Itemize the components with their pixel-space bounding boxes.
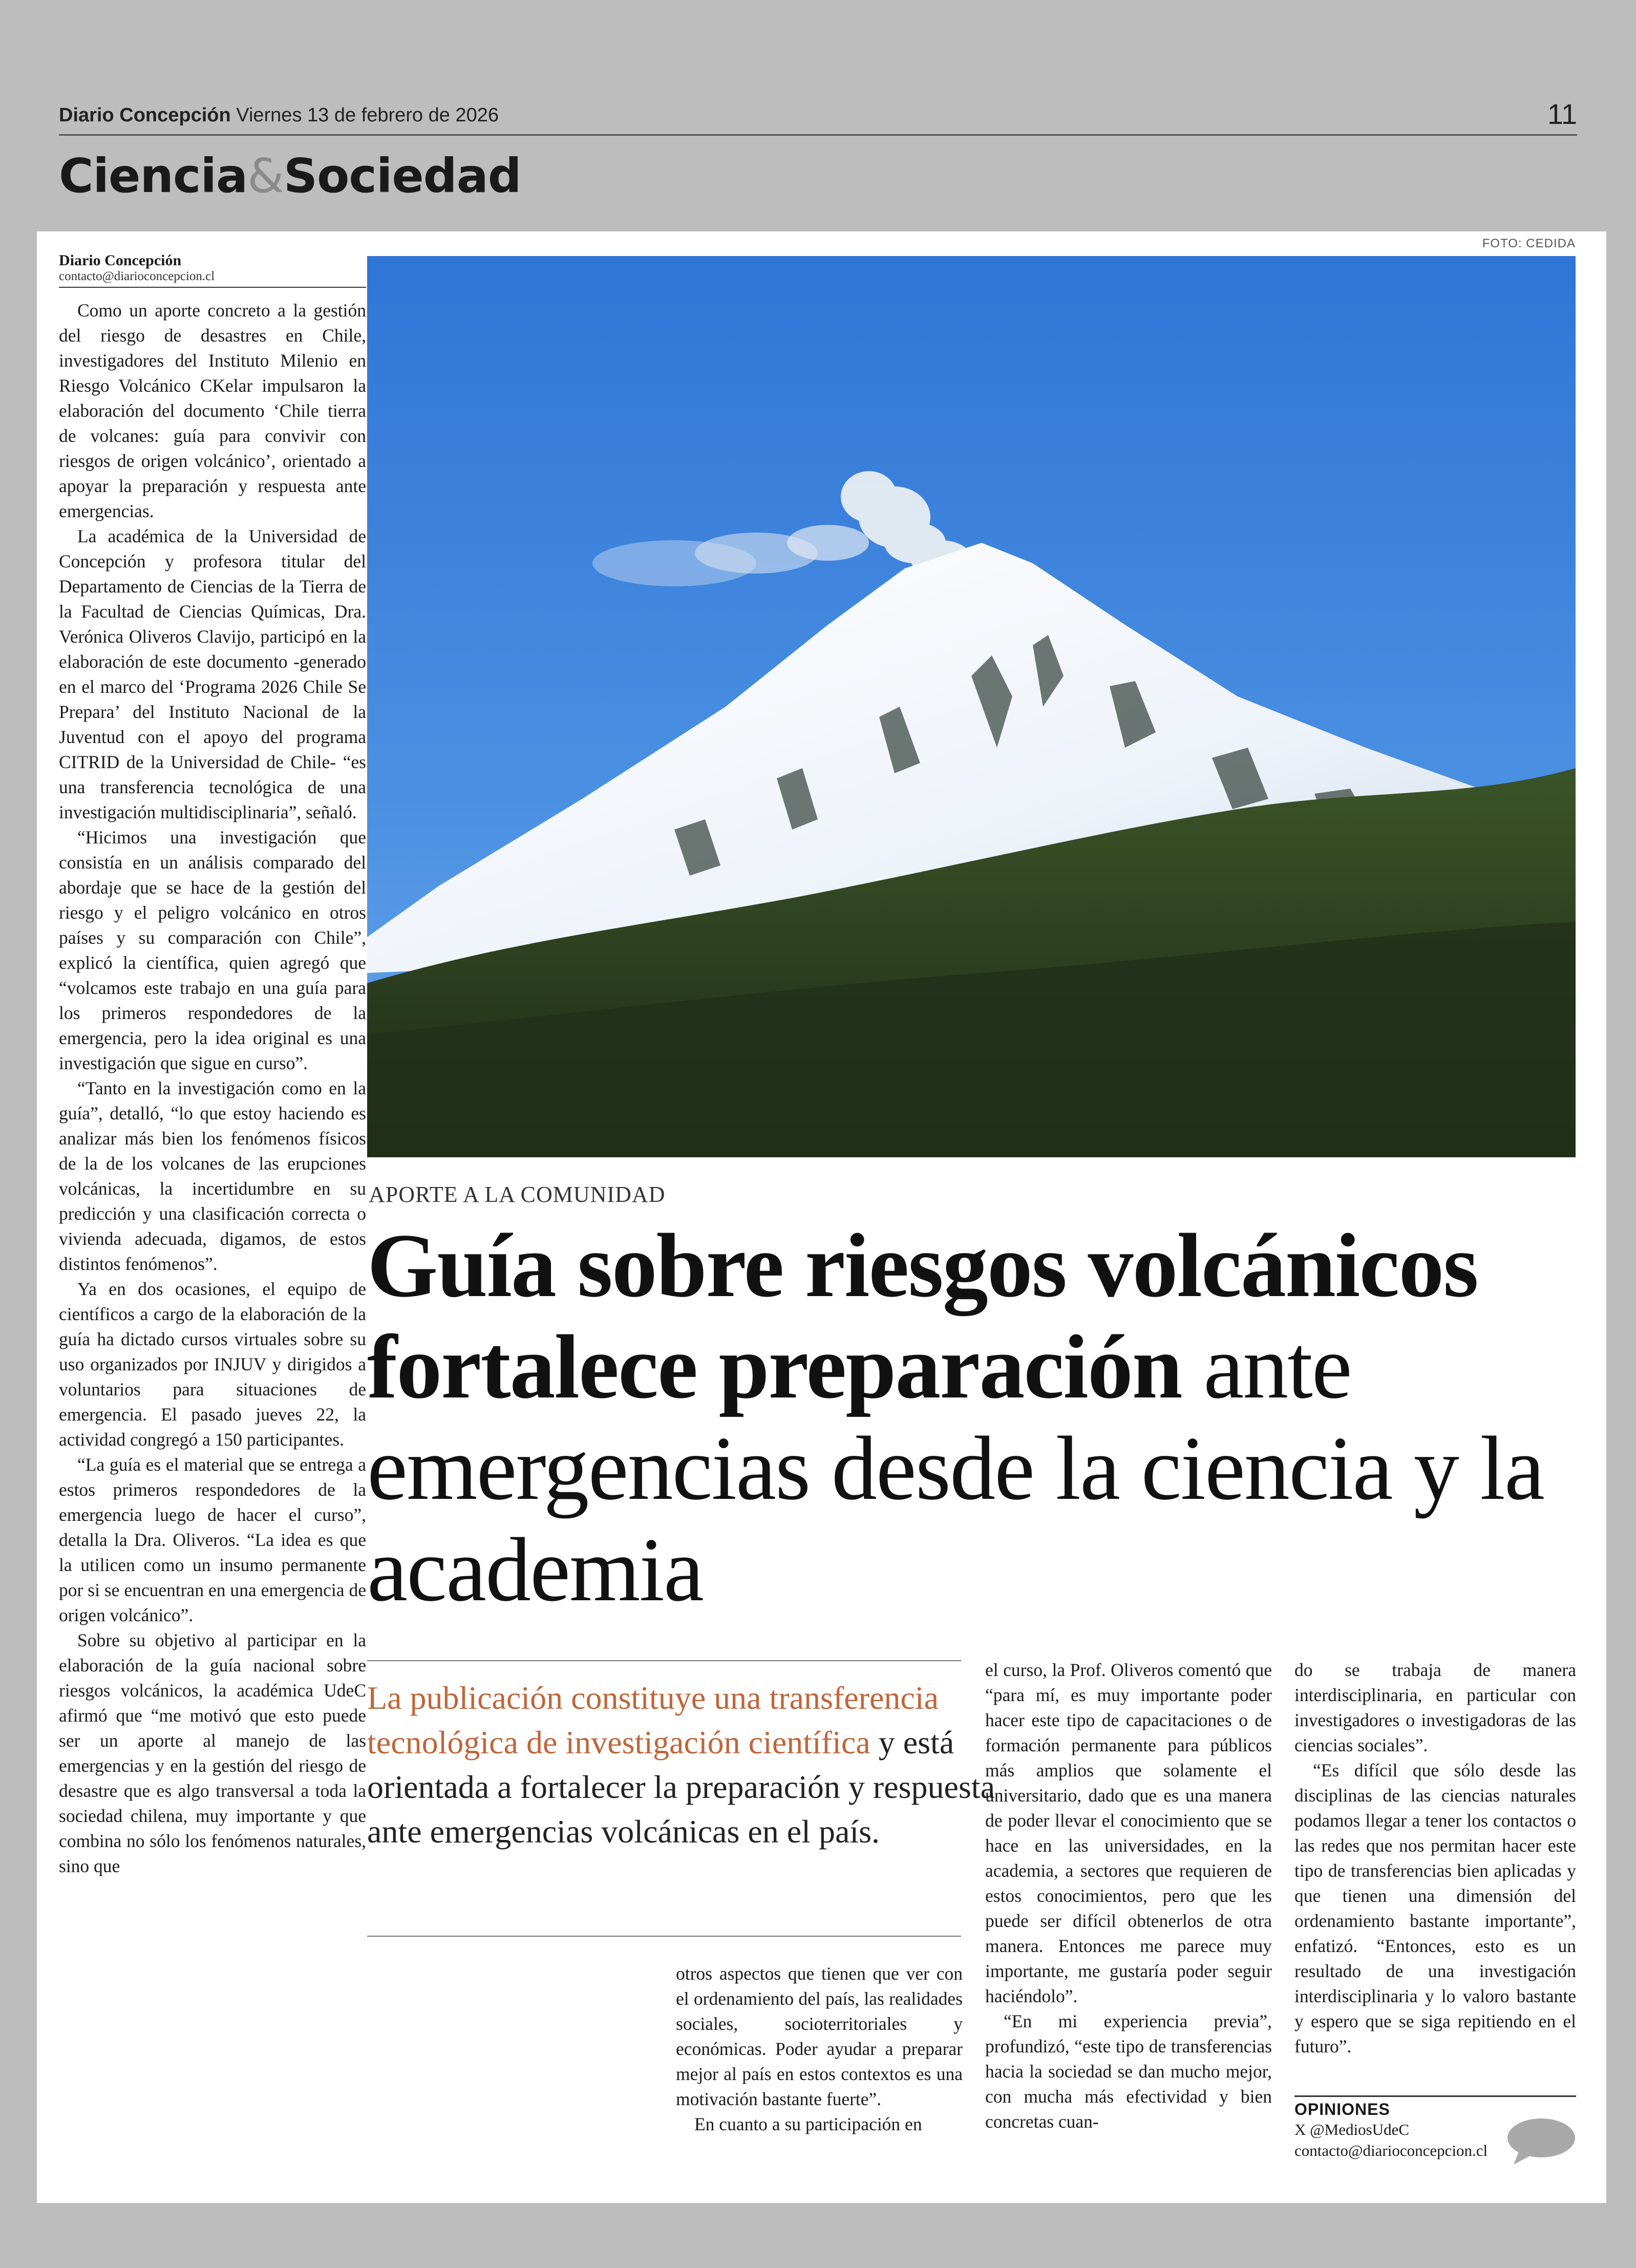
page-number: 11 bbox=[1547, 98, 1577, 130]
article-column-3 bbox=[985, 1658, 1272, 2134]
paragraph: otros aspectos que tienen que ver con el ordenamiento del país, las realidades sociales, socioterritoriales y económicas. Poder ayudar a preparar mejor al país en estos contextos es una motivación bastante fuerte”. bbox=[676, 1963, 963, 2109]
paragraph: Ya en dos ocasiones, el equipo de científicos a cargo de la elaboración de la guía ha dictado cursos virtuales sobre su uso organizados por INJUV y dirigidos a voluntarios para situaciones de emergencia. El pasado jueves 22, la actividad congregó a 150 participantes. bbox=[59, 1279, 366, 1450]
opinions-box bbox=[1294, 2095, 1576, 2161]
volcano-photo bbox=[367, 256, 1576, 1157]
speech-bubble-icon bbox=[1504, 2117, 1576, 2171]
paragraph: el curso, la Prof. Oliveros comentó que “para mí, es muy importante poder hacer este tipo de capacitaciones o de formación permanente para públicos más amplios que solamente el universitario, dado que es una manera de poder llevar el conocimiento que se hace en las universidades, en la academia, a sectores que requieren de estos conocimientos, pero que les puede ser difícil obtenerlos de otra manera. Entonces me parece muy importante, me gustaría poder seguir haciéndolo”. bbox=[985, 1660, 1272, 2006]
paragraph: “Tanto en la investigación como en la guía”, detalló, “lo que estoy haciendo es analizar más bien los fenómenos físicos de la de los volcanes de las erupciones volcánicas, la incertidumbre en su predicción y una clasificación correcta o vivienda adecuada, digamos, de estos distintos fenómenos”. bbox=[59, 1078, 366, 1274]
byline bbox=[59, 252, 366, 288]
masthead-info bbox=[59, 104, 499, 126]
volcano-illustration bbox=[367, 256, 1576, 1157]
headline-bold: Guía sobre riesgos volcánicos fortalece preparación bbox=[367, 1215, 1478, 1417]
opinions-email[interactable]: contacto@diarioconcepcion.cl bbox=[1294, 2142, 1488, 2159]
section-ampersand: & bbox=[247, 149, 284, 203]
opinions-twitter[interactable]: X @MediosUdeC bbox=[1294, 2121, 1410, 2138]
lede-accent: La publicación constituye una transferencia tecnológica de investigación científica bbox=[367, 1680, 939, 1761]
paragraph: “La guía es el material que se entrega a estos primeros respondedores de la emergencia luego de hacer el curso”, detalla la Dra. Oliveros. “La idea es que la utilicen como un insumo permanente por si se encuentran en una emergencia de origen volcánico”. bbox=[59, 1454, 366, 1625]
section-title bbox=[59, 149, 521, 203]
photo-credit: FOTO: CEDIDA bbox=[1482, 237, 1576, 250]
paragraph: “En mi experiencia previa”, profundizó, “este tipo de transferencias hacia la sociedad se dan mucho mejor, con mucha más efectividad y bien concretas cuan- bbox=[985, 2011, 1272, 2132]
section-part1: Ciencia bbox=[59, 149, 248, 203]
lede-rest: y está orientada a fortalecer la preparación y respuesta ante emergencias volcánicas en el país. bbox=[367, 1724, 995, 1850]
byline-email: contacto@diarioconcepcion.cl bbox=[59, 269, 215, 283]
article-column-2 bbox=[676, 1961, 963, 2137]
lede-bottom-rule bbox=[367, 1936, 961, 1937]
headline-regular: ante emergencias desde la ciencia y la academia bbox=[367, 1316, 1544, 1620]
paper-name: Diario Concepción bbox=[59, 104, 231, 126]
paragraph: do se trabaja de manera interdisciplinaria, en particular con investigadores o investigadoras de las ciencias sociales”. bbox=[1294, 1660, 1576, 1755]
headline bbox=[367, 1215, 1586, 1620]
paragraph: Como un aporte concreto a la gestión del riesgo de desastres en Chile, investigadores del Instituto Milenio en Riesgo Volcánico CKelar impulsaron la elaboración del documento ‘Chile tierra de volcanes: guía para convivir con riesgos de origen volcánico’, orientado a apoyar la preparación y respuesta ante emergencias. bbox=[59, 300, 366, 521]
lede bbox=[367, 1676, 1002, 1854]
byline-name: Diario Concepción bbox=[59, 252, 182, 269]
lede-top-rule bbox=[367, 1660, 961, 1661]
opinions-title: OPINIONES bbox=[1294, 2100, 1390, 2118]
paragraph: “Hicimos una investigación que consistía en un análisis comparado del abordaje que se hace de la gestión del riesgo y el peligro volcánico en otros países y su comparación con Chile”, explicó la científica, quien agregó que “volcamos este trabajo en una guía para los primeros respondedores de la emergencia, pero la idea original es una investigación que sigue en curso”. bbox=[59, 827, 366, 1073]
article-column-1 bbox=[59, 298, 366, 1879]
section-part2: Sociedad bbox=[283, 149, 521, 203]
paragraph: La académica de la Universidad de Concepción y profesora titular del Departamento de Ciencias de la Tierra de la Facultad de Ciencias Químicas, Dra. Verónica Oliveros Clavijo, participó en la elaboración de este documento -generado en el marco del ‘Programa 2026 Chile Se Prepara’ del Instituto Nacional de la Juventud con el apoyo del programa CITRID de la Universidad de Chile- “es una transferencia tecnológica de una investigación multidisciplinaria”, señaló. bbox=[59, 526, 366, 822]
article-column-4 bbox=[1294, 1658, 1576, 2059]
paragraph: En cuanto a su participación en bbox=[694, 2114, 922, 2134]
issue-date: Viernes 13 de febrero de 2026 bbox=[236, 104, 499, 126]
article-page bbox=[37, 231, 1606, 2203]
kicker: APORTE A LA COMUNIDAD bbox=[369, 1182, 666, 1207]
paragraph: “Es difícil que sólo desde las disciplinas de las ciencias naturales podamos llegar a tener los contactos o las redes que nos permitan hacer este tipo de transferencias bien aplicadas y que tienen una dimensión del ordenamiento bastante importante”, enfatizó. “Entonces, esto es un resultado de una investigación interdisciplinaria y lo valoro bastante y espero que se siga repitiendo en el futuro”. bbox=[1294, 1760, 1576, 2057]
masthead-bar bbox=[59, 97, 1577, 136]
paragraph: Sobre su objetivo al participar en la elaboración de la guía nacional sobre riesgos volcánicos, la académica UdeC afirmó que “me motivó que esto puede ser un aporte al manejo de las emergencias y en la gestión del riesgo de desastre que es algo transversal a toda la sociedad chilena, muy importante y que combina no sólo los fenómenos naturales, sino que bbox=[59, 1630, 366, 1876]
